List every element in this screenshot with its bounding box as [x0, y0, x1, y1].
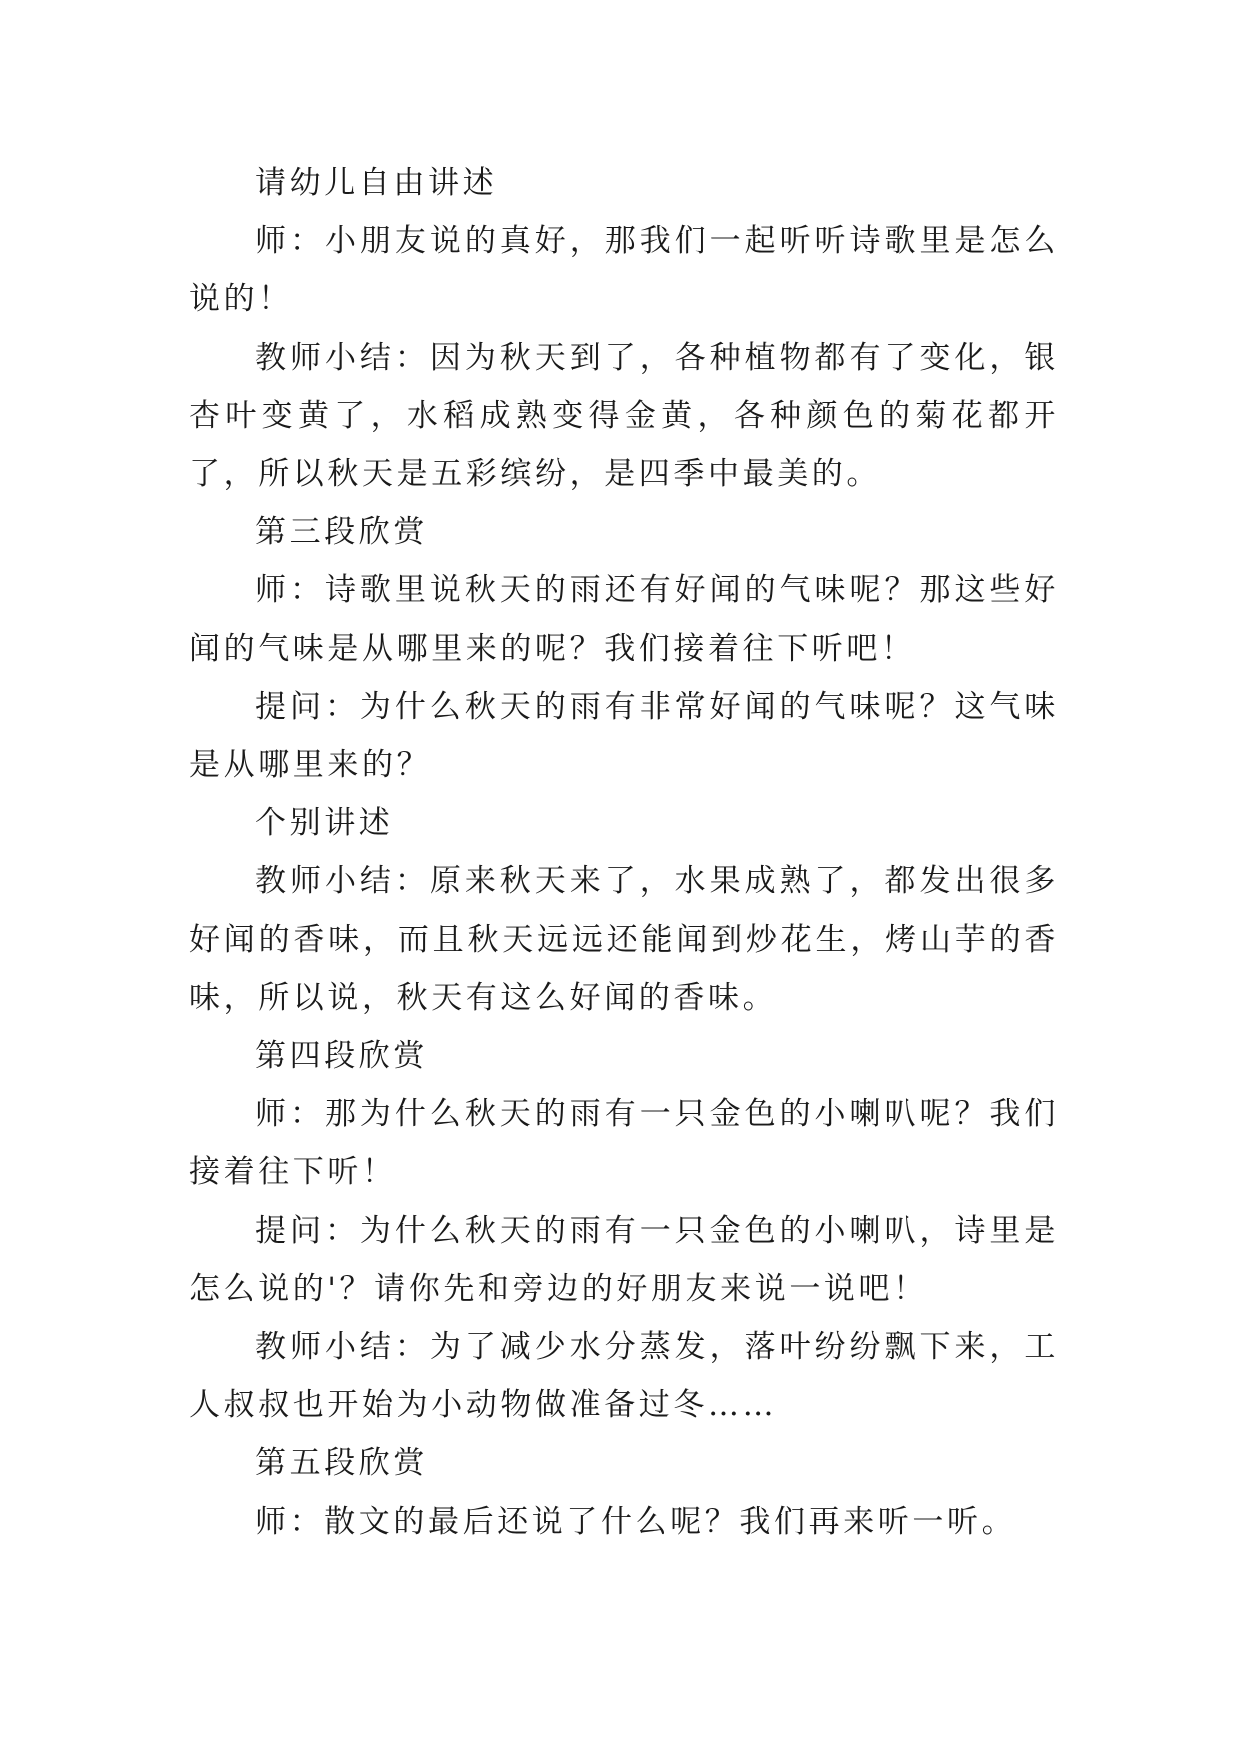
section-heading-third: 第三段欣赏	[255, 514, 428, 551]
paragraph-summary-winter: 教师小结：为了减少水分蒸发，落叶纷纷飘下来，工人叔叔也开始为小动物做准备过冬……	[189, 1329, 1059, 1424]
paragraph-teacher-smell: 师：诗歌里说秋天的雨还有好闻的气味呢？那这些好闻的气味是从哪里来的呢？我们接着往下听吧！	[189, 572, 1059, 667]
section-heading-fourth: 第四段欣赏	[255, 1038, 428, 1075]
paragraph-free-narration: 请幼儿自由讲述	[255, 165, 498, 201]
document-body	[189, 154, 1059, 1551]
paragraph-teacher-trumpet: 师：那为什么秋天的雨有一只金色的小喇叭呢？我们接着往下听！	[189, 1096, 1059, 1191]
paragraph-question-smell: 提问：为什么秋天的雨有非常好闻的气味呢？这气味是从哪里来的？	[189, 688, 1059, 784]
section-heading-fifth: 第五段欣赏	[255, 1445, 428, 1482]
paragraph-summary-colors: 教师小结：因为秋天到了，各种植物都有了变化，银杏叶变黄了，水稻成熟变得金黄，各种颜色的菊花都开了，所以秋天是五彩缤纷，是四季中最美的。	[189, 339, 1059, 493]
paragraph-teacher-poem-question: 师：小朋友说的真好，那我们一起听听诗歌里是怎么说的！	[189, 223, 1059, 318]
paragraph-summary-smell: 教师小结：原来秋天来了，水果成熟了，都发出很多好闻的香味，而且秋天远远还能闻到炒花生，烤山芋的香味，所以说，秋天有这么好闻的香味。	[189, 863, 1059, 1016]
paragraph-question-trumpet: 提问：为什么秋天的雨有一只金色的小喇叭，诗里是怎么说的'？请你先和旁边的好朋友来说一说吧！	[189, 1212, 1059, 1307]
paragraph-individual-narration: 个别讲述	[255, 805, 394, 842]
paragraph-teacher-ending: 师：散文的最后还说了什么呢？我们再来听一听。	[255, 1503, 1017, 1540]
